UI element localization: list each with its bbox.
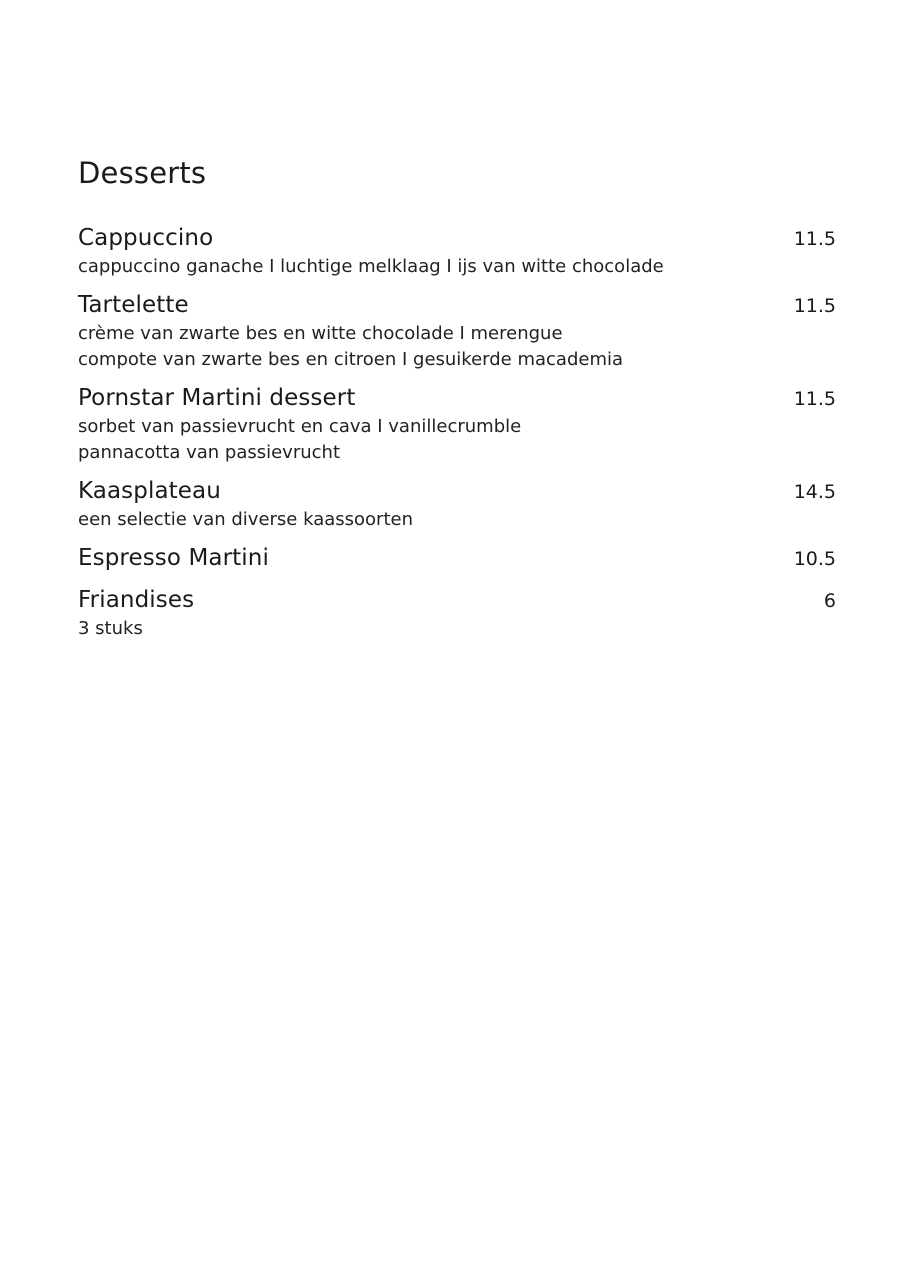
item-price: 14.5 [793, 481, 836, 503]
menu-item-friandises [78, 584, 836, 642]
item-description: cappuccino ganache I luchtige melklaag I ijs van witte chocolade [78, 256, 664, 277]
item-header [78, 542, 836, 574]
item-description: 3 stuks [78, 618, 143, 639]
item-header [78, 475, 836, 507]
item-header [78, 289, 836, 321]
item-header [78, 222, 836, 254]
menu-list [78, 222, 836, 642]
item-description: pannacotta van passievrucht [78, 442, 341, 463]
item-name: Espresso Martini [78, 545, 269, 571]
item-description: sorbet van passievrucht en cava I vanillecrumble [78, 416, 522, 437]
item-name: Cappuccino [78, 225, 214, 251]
item-header [78, 382, 836, 414]
menu-item-espresso-martini [78, 542, 836, 574]
menu-item-tartelette [78, 289, 836, 373]
item-name: Friandises [78, 587, 195, 613]
item-name: Tartelette [78, 292, 189, 318]
item-description: compote van zwarte bes en citroen I gesuikerde macademia [78, 349, 624, 370]
item-description: crème van zwarte bes en witte chocolade I merengue [78, 323, 563, 344]
item-name: Kaasplateau [78, 478, 221, 504]
item-price: 11.5 [793, 388, 836, 410]
item-price: 10.5 [793, 548, 836, 570]
menu-item-kaasplateau [78, 475, 836, 533]
item-price: 11.5 [793, 295, 836, 317]
menu-item-pornstar-martini-dessert [78, 382, 836, 466]
section-title: Desserts [78, 156, 207, 190]
menu-item-cappuccino [78, 222, 836, 280]
item-header [78, 584, 836, 616]
item-description: een selectie van diverse kaassoorten [78, 509, 413, 530]
item-price: 6 [823, 590, 836, 612]
item-name: Pornstar Martini dessert [78, 385, 356, 411]
item-price: 11.5 [793, 228, 836, 250]
